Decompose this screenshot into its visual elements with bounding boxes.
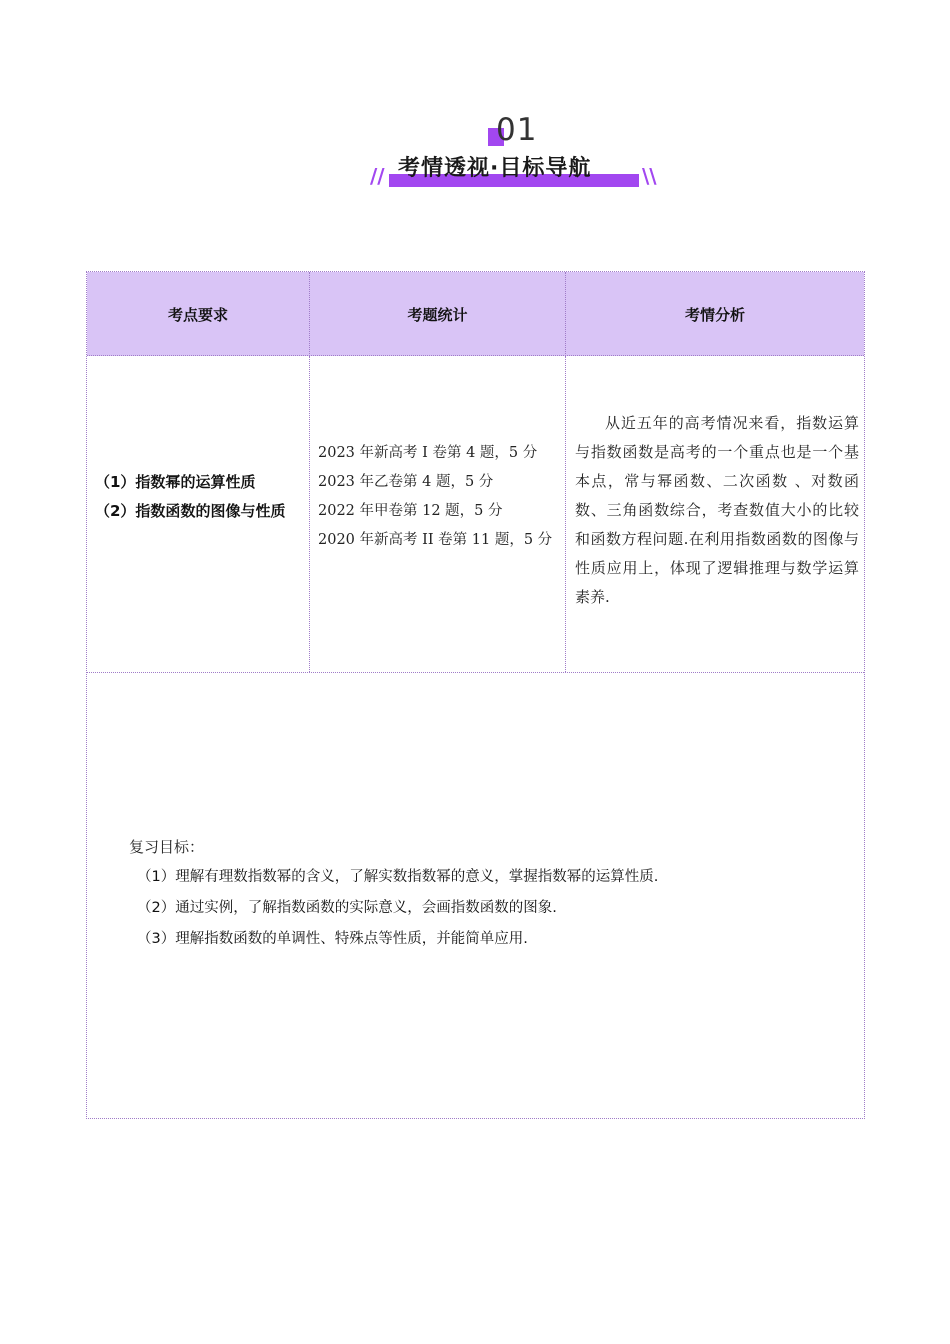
header-cell-analysis: 考情分析 <box>565 272 864 356</box>
section-title <box>370 150 660 192</box>
table-content-row <box>87 356 864 673</box>
analysis-cell <box>565 356 864 672</box>
statistic-item: 2023 年新高考 I 卷第 4 题，5 分 <box>318 445 538 461</box>
review-goal-item: （3）理解指数函数的单调性、特殊点等性质，并能简单应用. <box>137 931 528 947</box>
requirements-cell <box>87 356 309 672</box>
analysis-paragraph: 从近五年的高考情况来看，指数运算与指数函数是高考的一个重点也是一个基本点，常与幂函数、二次函数 、对数函数、三角函数综合，考查数值大小的比较和函数方程问题.在利用指数函数的图像与性质应用上，体现了逻辑推理与数学运算素养. <box>575 414 859 606</box>
review-goals-title: 复习目标： <box>129 838 205 856</box>
review-goal-item: （2）通过实例，了解指数函数的实际意义，会画指数函数的图象. <box>137 900 557 916</box>
section-title-text: 考情透视·目标导航 <box>398 156 592 181</box>
header-cell-requirements: 考点要求 <box>167 305 228 324</box>
review-goal-item: （1）理解有理数指数幂的含义，了解实数指数幂的意义，掌握指数幂的运算性质. <box>137 869 659 885</box>
review-goals <box>129 832 829 955</box>
requirement-item: （2）指数函数的图像与性质 <box>95 502 286 520</box>
header-cell-statistics: 考题统计 <box>309 272 565 356</box>
requirements-list <box>95 468 305 526</box>
statistic-item: 2022 年甲卷第 12 题，5 分 <box>318 503 503 519</box>
table-header-row <box>87 272 864 356</box>
statistic-item: 2023 年乙卷第 4 题，5 分 <box>318 474 494 490</box>
statistics-cell <box>309 356 565 672</box>
exam-analysis-table <box>86 271 865 1119</box>
decorative-slash-right: \\ <box>642 164 657 188</box>
statistic-item: 2020 年新高考 II 卷第 11 题，5 分 <box>318 532 553 548</box>
section-number <box>488 112 548 152</box>
decorative-slash-left: // <box>370 164 385 188</box>
requirement-item: （1）指数幂的运算性质 <box>95 473 256 491</box>
statistics-list <box>318 439 560 555</box>
section-number-text: 01 <box>496 112 538 148</box>
